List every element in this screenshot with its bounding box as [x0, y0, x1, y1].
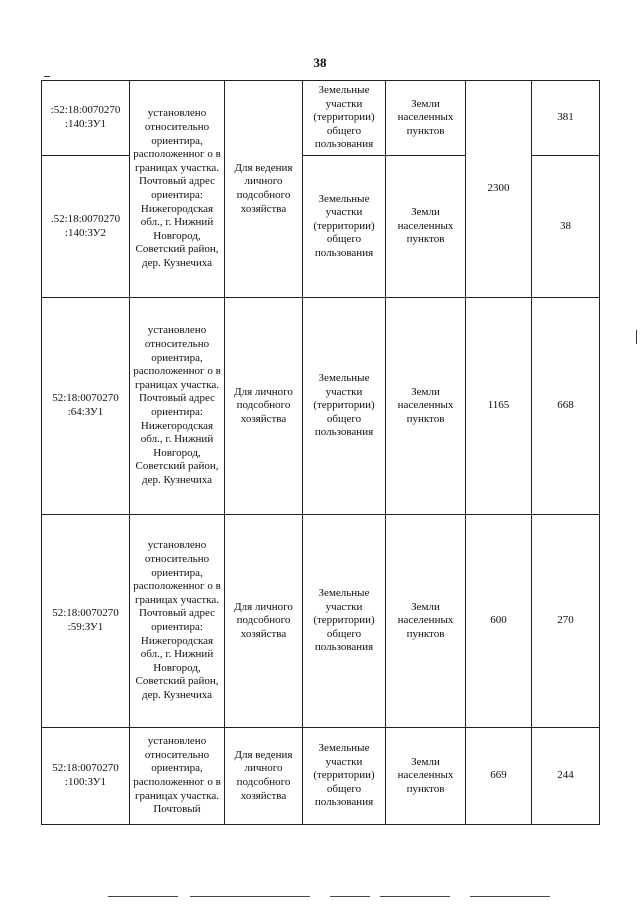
zone-category: Земельные участки (территории) общего пользования: [303, 298, 386, 515]
cadastral-number: 52:18:0070270 :100:ЗУ1: [42, 728, 130, 825]
permitted-use: Для личного подсобного хозяйства: [225, 298, 303, 515]
page-number: 38: [313, 55, 327, 70]
cadastral-number: 52:18:0070270 :59:ЗУ1: [42, 515, 130, 728]
total-area: 600: [466, 515, 532, 728]
cadastral-number: 52:18:0070270 :64:ЗУ1: [42, 298, 130, 515]
footer-rule: [380, 896, 450, 897]
location-description: установлено относительно ориентира, расположенног о в границах участка. Почтовый адрес ориентира: Нижегородская обл., г. Нижний Новгород, Советский район, дер. Кузнечиха: [130, 81, 225, 298]
land-category: Земли населенных пунктов: [386, 515, 466, 728]
table-row: [42, 728, 600, 825]
table-row: [42, 81, 600, 156]
footer-rule: [108, 896, 178, 897]
footer-rule: [470, 896, 550, 897]
location-description: установлено относительно ориентира, расположенног о в границах участка. Почтовый адрес ориентира: Нижегородская обл., г. Нижний Новгород, Советский район, дер. Кузнечиха: [130, 298, 225, 515]
plot-area: 270: [532, 515, 600, 728]
land-category: Земли населенных пунктов: [386, 156, 466, 298]
zone-category: Земельные участки (территории) общего пользования: [303, 81, 386, 156]
table-row: [42, 515, 600, 728]
land-category: Земли населенных пунктов: [386, 81, 466, 156]
cadastral-number: :52:18:0070270 :140:ЗУ1: [42, 81, 130, 156]
plot-area: 381: [532, 81, 600, 156]
footer-rule: [190, 896, 310, 897]
margin-mark: [44, 76, 50, 77]
permitted-use: Для личного подсобного хозяйства: [225, 515, 303, 728]
zone-category: Земельные участки (территории) общего пользования: [303, 515, 386, 728]
land-category: Земли населенных пунктов: [386, 298, 466, 515]
plot-area: 668: [532, 298, 600, 515]
total-area: 669: [466, 728, 532, 825]
permitted-use: Для ведения личного подсобного хозяйства: [225, 81, 303, 298]
cadastral-number: .52:18:0070270 :140:ЗУ2: [42, 156, 130, 298]
zone-category: Земельные участки (территории) общего пользования: [303, 156, 386, 298]
footer-rule: [330, 896, 370, 897]
total-area: 2300: [466, 81, 532, 298]
location-description: установлено относительно ориентира, расположенног о в границах участка. Почтовый адрес ориентира: Нижегородская обл., г. Нижний Новгород, Советский район, дер. Кузнечиха: [130, 515, 225, 728]
land-category: Земли населенных пунктов: [386, 728, 466, 825]
location-description: установлено относительно ориентира, расположенног о в границах участка. Почтовый: [130, 728, 225, 825]
plot-area: 38: [532, 156, 600, 298]
plot-area: 244: [532, 728, 600, 825]
scan-edge-mark: [636, 330, 637, 344]
land-plots-table: [41, 80, 600, 825]
permitted-use: Для ведения личного подсобного хозяйства: [225, 728, 303, 825]
total-area: 1165: [466, 298, 532, 515]
table-row: [42, 298, 600, 515]
zone-category: Земельные участки (территории) общего пользования: [303, 728, 386, 825]
